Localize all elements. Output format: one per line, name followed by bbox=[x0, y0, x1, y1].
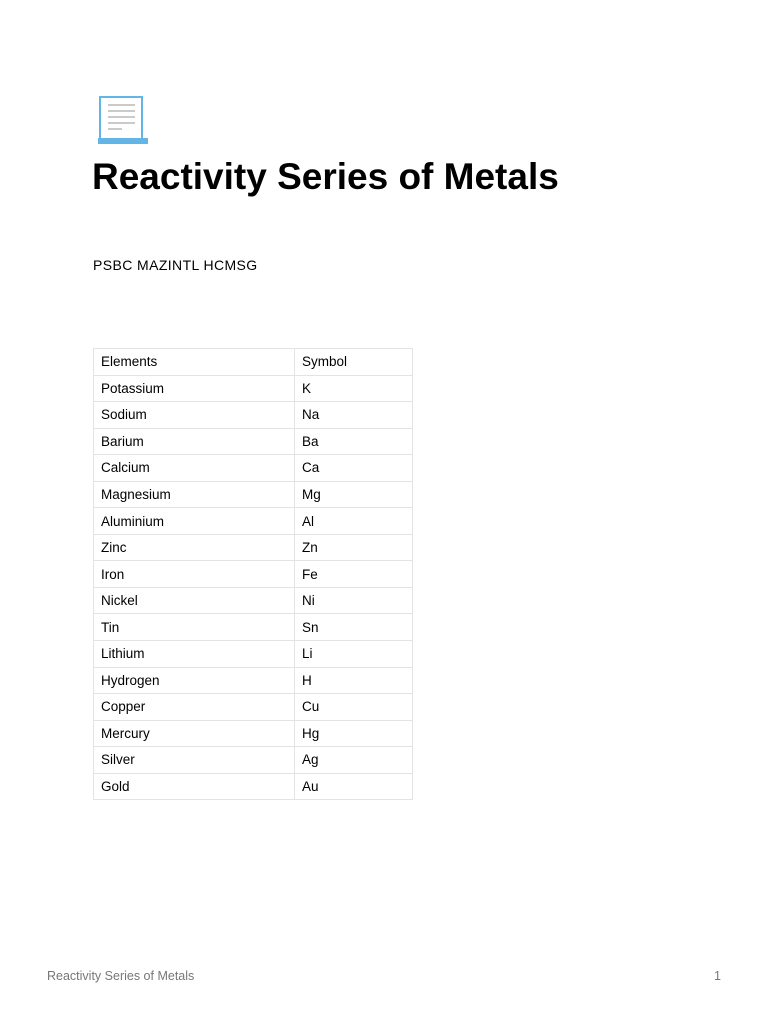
element-symbol-cell: Li bbox=[295, 641, 413, 668]
element-symbol-cell: Ni bbox=[295, 587, 413, 614]
table-row bbox=[94, 402, 413, 429]
element-name-cell: Magnesium bbox=[94, 481, 295, 508]
element-name-cell: Nickel bbox=[94, 587, 295, 614]
table-row bbox=[94, 720, 413, 747]
element-name-cell: Gold bbox=[94, 773, 295, 800]
element-symbol-cell: Ag bbox=[295, 747, 413, 774]
element-symbol-cell: Na bbox=[295, 402, 413, 429]
element-symbol-cell: Mg bbox=[295, 481, 413, 508]
page-number: 1 bbox=[714, 969, 721, 983]
element-symbol-cell: Hg bbox=[295, 720, 413, 747]
element-symbol-cell: Al bbox=[295, 508, 413, 535]
element-name-cell: Mercury bbox=[94, 720, 295, 747]
table-row bbox=[94, 773, 413, 800]
element-name-cell: Hydrogen bbox=[94, 667, 295, 694]
table-row bbox=[94, 587, 413, 614]
elements-table bbox=[93, 348, 413, 800]
table-header-row bbox=[94, 349, 413, 376]
element-name-cell: Tin bbox=[94, 614, 295, 641]
table-row bbox=[94, 455, 413, 482]
element-symbol-cell: Cu bbox=[295, 694, 413, 721]
element-symbol-cell: H bbox=[295, 667, 413, 694]
table-row bbox=[94, 375, 413, 402]
element-symbol-cell: K bbox=[295, 375, 413, 402]
element-symbol-cell: Ba bbox=[295, 428, 413, 455]
element-name-cell: Silver bbox=[94, 747, 295, 774]
column-header-symbol: Symbol bbox=[295, 349, 413, 376]
page-title: Reactivity Series of Metals bbox=[92, 156, 559, 197]
element-name-cell: Zinc bbox=[94, 534, 295, 561]
element-name-cell: Iron bbox=[94, 561, 295, 588]
element-symbol-cell: Sn bbox=[295, 614, 413, 641]
table-row bbox=[94, 614, 413, 641]
element-symbol-cell: Au bbox=[295, 773, 413, 800]
footer-title: Reactivity Series of Metals bbox=[47, 969, 195, 983]
table-row bbox=[94, 508, 413, 535]
document-icon bbox=[96, 94, 150, 148]
element-symbol-cell: Fe bbox=[295, 561, 413, 588]
table-row bbox=[94, 561, 413, 588]
table-row bbox=[94, 534, 413, 561]
table-row bbox=[94, 428, 413, 455]
table-row bbox=[94, 694, 413, 721]
table-row bbox=[94, 641, 413, 668]
table-row bbox=[94, 747, 413, 774]
element-symbol-cell: Zn bbox=[295, 534, 413, 561]
element-name-cell: Lithium bbox=[94, 641, 295, 668]
table-row bbox=[94, 481, 413, 508]
element-symbol-cell: Ca bbox=[295, 455, 413, 482]
element-name-cell: Barium bbox=[94, 428, 295, 455]
element-name-cell: Sodium bbox=[94, 402, 295, 429]
element-name-cell: Aluminium bbox=[94, 508, 295, 535]
element-name-cell: Calcium bbox=[94, 455, 295, 482]
element-name-cell: Copper bbox=[94, 694, 295, 721]
table-row bbox=[94, 667, 413, 694]
document-subtitle: PSBC MAZINTL HCMSG bbox=[93, 257, 258, 273]
column-header-elements: Elements bbox=[94, 349, 295, 376]
element-name-cell: Potassium bbox=[94, 375, 295, 402]
